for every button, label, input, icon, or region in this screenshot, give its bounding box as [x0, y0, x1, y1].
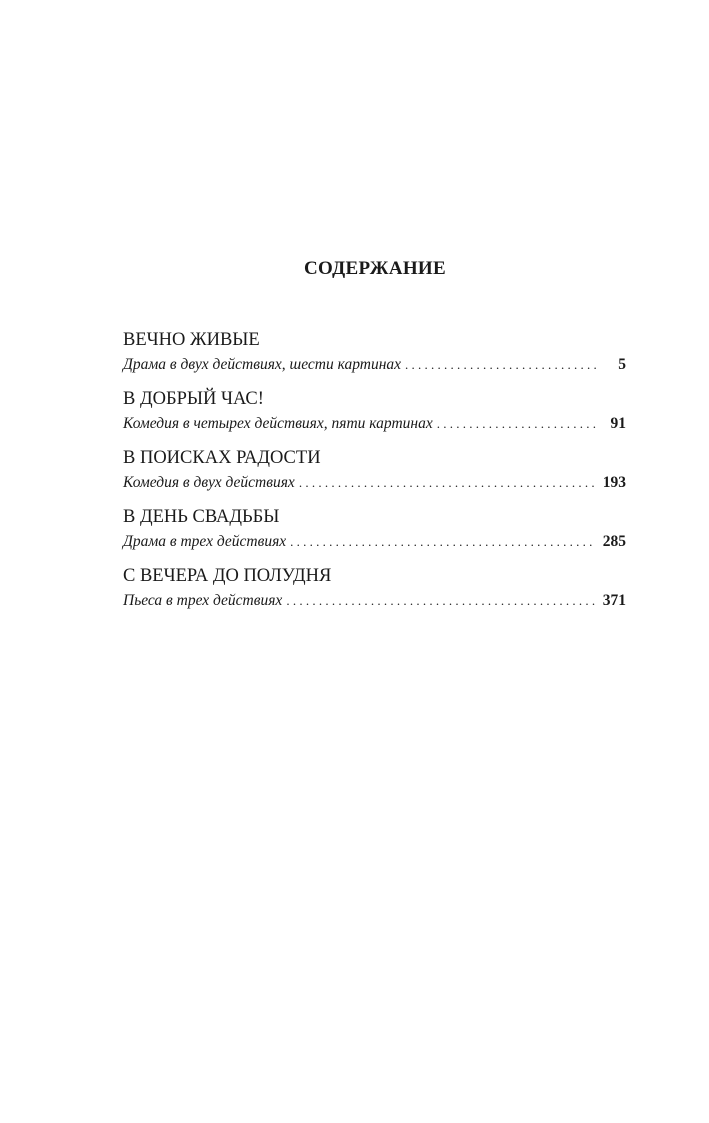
entry-page-number: 193	[602, 474, 626, 491]
entry-line	[123, 530, 626, 554]
entry-line	[123, 471, 626, 495]
entry-page-number: 285	[602, 533, 626, 550]
entry-title: В ДОБРЫЙ ЧАС!	[123, 389, 264, 409]
entry-subtitle: Драма в трех действиях	[123, 533, 287, 550]
entry-line	[123, 412, 626, 436]
toc-entry	[123, 505, 626, 564]
dot-leader	[437, 412, 596, 436]
entry-page-number: 5	[618, 356, 626, 373]
entry-title: В ПОИСКАХ РАДОСТИ	[123, 448, 321, 468]
entry-title: С ВЕЧЕРА ДО ПОЛУДНЯ	[123, 566, 332, 586]
entry-title: ВЕЧНО ЖИВЫЕ	[123, 330, 260, 350]
entry-line	[123, 589, 626, 613]
entry-subtitle: Драма в двух действиях, шести картинах	[123, 356, 402, 373]
entry-page-number: 91	[610, 415, 626, 432]
entry-page-number: 371	[602, 592, 626, 609]
dot-leader	[290, 530, 596, 554]
entry-subtitle: Комедия в двух действиях	[123, 474, 295, 491]
toc-heading: СОДЕРЖАНИЕ	[304, 258, 446, 279]
entry-title: В ДЕНЬ СВАДЬБЫ	[123, 507, 280, 527]
entry-line	[123, 353, 626, 377]
toc-entry	[123, 446, 626, 505]
toc-entry	[123, 328, 626, 387]
table-of-contents	[123, 328, 626, 623]
toc-entry	[123, 564, 626, 623]
dot-leader	[299, 471, 596, 495]
toc-entry	[123, 387, 626, 446]
entry-subtitle: Пьеса в трех действиях	[123, 592, 283, 609]
dot-leader	[405, 353, 596, 377]
entry-subtitle: Комедия в четырех действиях, пяти картинах	[123, 415, 433, 432]
dot-leader	[286, 589, 596, 613]
